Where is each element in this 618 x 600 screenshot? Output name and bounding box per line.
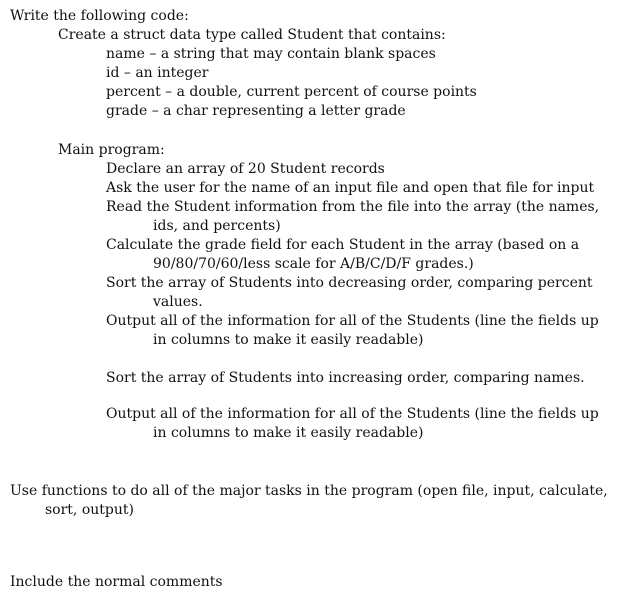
output-step-1-line-2: in columns to make it easily readable) bbox=[153, 332, 424, 348]
functions-line-2: sort, output) bbox=[45, 502, 134, 518]
read-step-line-2: ids, and percents) bbox=[153, 218, 281, 234]
main-program-heading: Main program: bbox=[58, 142, 165, 158]
struct-field-percent: percent – a double, current percent of course points bbox=[106, 84, 477, 100]
declare-step: Declare an array of 20 Student records bbox=[106, 161, 385, 177]
struct-field-grade: grade – a char representing a letter grade bbox=[106, 103, 406, 119]
read-step-line-1: Read the Student information from the file into the array (the names, bbox=[106, 199, 600, 215]
output-step-2-line-2: in columns to make it easily readable) bbox=[153, 425, 424, 441]
output-step-1-line-1: Output all of the information for all of the Students (line the fields up bbox=[106, 313, 599, 329]
comments-line: Include the normal comments bbox=[10, 574, 223, 590]
sort-percent-step-line-1: Sort the array of Students into decreasing order, comparing percent bbox=[106, 275, 593, 291]
intro-line: Write the following code: bbox=[10, 8, 189, 24]
functions-line-1: Use functions to do all of the major tasks in the program (open file, input, calculate, bbox=[10, 483, 608, 499]
sort-percent-step-line-2: values. bbox=[153, 294, 203, 310]
struct-field-id: id – an integer bbox=[106, 65, 209, 81]
ask-step: Ask the user for the name of an input file and open that file for input bbox=[106, 180, 595, 196]
calculate-step-line-1: Calculate the grade field for each Student in the array (based on a bbox=[106, 237, 580, 253]
struct-heading: Create a struct data type called Student that contains: bbox=[58, 27, 446, 43]
struct-field-name: name – a string that may contain blank spaces bbox=[106, 46, 436, 62]
sort-names-step: Sort the array of Students into increasing order, comparing names. bbox=[106, 370, 585, 386]
output-step-2-line-1: Output all of the information for all of the Students (line the fields up bbox=[106, 406, 599, 422]
calculate-step-line-2: 90/80/70/60/less scale for A/B/C/D/F grades.) bbox=[153, 256, 474, 272]
